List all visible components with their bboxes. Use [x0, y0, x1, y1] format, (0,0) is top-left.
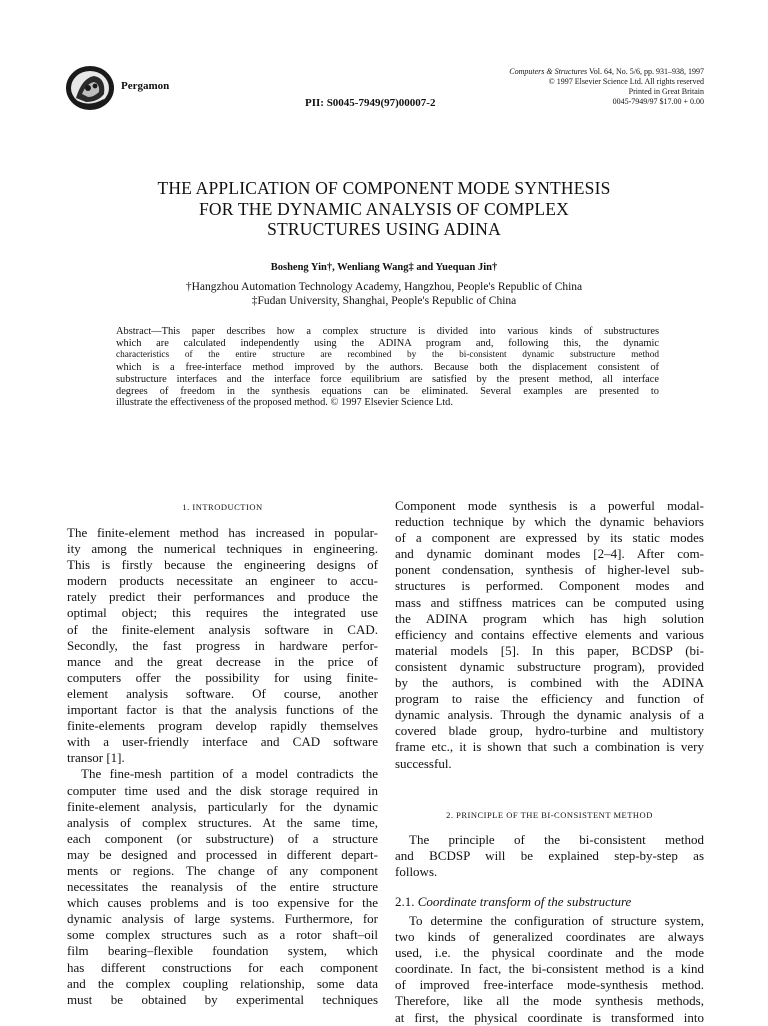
text-line: consistent dynamic substructure program), provided	[395, 658, 704, 674]
principle-text	[395, 832, 704, 880]
paper-title	[90, 178, 678, 240]
introduction-text	[67, 525, 378, 1008]
journal-title: Computers & Structures	[509, 67, 588, 76]
text-line: the ADINA program which has high solution	[395, 610, 704, 626]
text-line: mass and stiffness matrices can be computed using	[395, 594, 704, 610]
text-line: To determine the configuration of structure system,	[409, 913, 704, 928]
text-line: The principle of the bi-consistent method	[409, 832, 704, 847]
publisher-name: Pergamon	[121, 80, 170, 92]
pii-code: PII: S0045-7949(97)00007-2	[305, 97, 436, 109]
text-line: modern products necessitate an engineer to accu-	[67, 573, 378, 589]
text-line: computer time used and the disk storage required in	[67, 782, 378, 798]
text-line: of improved free-interface mode-synthesis method.	[395, 977, 704, 993]
text-line: The fine-mesh partition of a model contradicts the	[81, 766, 378, 782]
abstract-line: degrees of freedom in the synthesis equations can be eliminated. Several examples are presented to	[116, 385, 659, 397]
text-line: finite-element analysis, particularly for the dynamic	[67, 798, 378, 814]
abstract-line: illustrate the effectiveness of the proposed method. © 1997 Elsevier Science Ltd.	[116, 397, 453, 409]
abstract-line: which is a free-interface method improved by the authors. Because both the displacement consistent of	[116, 361, 659, 373]
journal-volume: Vol. 64, No. 5/6, pp. 931–938, 1997	[587, 67, 704, 76]
journal-reference	[404, 67, 704, 77]
elsevier-tree-logo-icon	[64, 64, 116, 112]
coordinate-transform-text	[395, 913, 704, 1026]
title-line: FOR THE DYNAMIC ANALYSIS OF COMPLEX	[198, 198, 570, 219]
affiliation: ‡Fudan University, Shanghai, People's Republic of China	[251, 295, 517, 307]
text-line: The finite-element method has increased in popular-	[67, 525, 378, 540]
text-line: of a component are expressed by its static modes	[395, 530, 704, 546]
text-line: used, i.e. the physical coordinate and the mode	[395, 945, 704, 961]
text-line: program to raise the efficiency and function of	[395, 691, 704, 707]
text-line: optimal object; this requires the integrated use	[67, 605, 378, 621]
text-line: reduction technique by which the dynamic behaviors	[395, 514, 704, 530]
text-line: has different constructions for each component	[67, 959, 378, 975]
text-line: which causes problems and is too expensive for the	[67, 895, 378, 911]
text-line: transor [1].	[67, 750, 125, 766]
abstract-line: which are calculated independently using the ADINA program and, following this, the dynamic	[116, 337, 659, 349]
affiliation: †Hangzhou Automation Technology Academy, Hangzhou, People's Republic of China	[185, 281, 583, 293]
text-line: structures is performed. Component modes and	[395, 578, 704, 594]
text-line: computers offer the possibility for using finite-	[67, 669, 378, 685]
text-line: by the authors, is combined with the ADINA	[395, 675, 704, 691]
price-line: 0045-7949/97 $17.00 + 0.00	[612, 97, 704, 106]
subsection-title: Coordinate transform of the substructure	[417, 894, 632, 909]
section-heading-introduction: 1. INTRODUCTION	[182, 502, 263, 512]
text-line: follows.	[395, 864, 438, 880]
text-line: coordinate. In fact, the bi-consistent method is a kind	[395, 961, 704, 977]
text-line: Component mode synthesis is a powerful modal-	[395, 498, 704, 513]
subsection-heading-coordinate-transform	[395, 894, 704, 910]
copyright-line: © 1997 Elsevier Science Ltd. All rights reserved	[548, 77, 704, 86]
text-line: dynamic analysis of large systems. Furthermore, for	[67, 911, 378, 927]
text-line: This is firstly because the engineering designs of	[67, 557, 378, 573]
journal-info	[404, 67, 704, 107]
printed-line: Printed in Great Britain	[628, 87, 704, 96]
text-line: Therefore, like all the mode synthesis methods,	[395, 993, 704, 1009]
text-line: each component (or substructure) of a structure	[67, 830, 378, 846]
text-line: important factor is that the analysis functions of the	[67, 702, 378, 718]
text-line: and dynamic dominant modes [2–4]. After com-	[395, 546, 704, 562]
text-line: mance and the great decrease in the price of	[67, 653, 378, 669]
title-line: THE APPLICATION OF COMPONENT MODE SYNTHESIS	[157, 178, 611, 198]
text-line: and BCDSP will be explained step-by-step as	[395, 848, 704, 864]
text-line: finite-elements program develop rapidly themselves	[67, 718, 378, 734]
text-line: material models [5]. In this paper, BCDSP (bi-	[395, 642, 704, 658]
text-line: with a user-friendly interface and CAD software	[67, 734, 378, 750]
text-line: may be designed and processed in different depart-	[67, 846, 378, 862]
text-line: ments or regions. The change of any component	[67, 862, 378, 878]
abstract-line: Abstract—This paper describes how a complex structure is divided into various kinds of substructures	[116, 326, 659, 337]
text-line: frame etc., it is shown that such a combination is very	[395, 739, 704, 755]
text-line: ity among the numerical techniques in engineering.	[67, 541, 378, 557]
abstract	[116, 326, 659, 409]
text-line: some complex structures such as a rotor shaft–oil	[67, 927, 378, 943]
publisher-logo	[64, 64, 116, 112]
text-line: at first, the physical coordinate is transformed into	[395, 1009, 704, 1025]
abstract-line: substructure interfaces and the interface force equilibrium are satisfied by the present method, all interface	[116, 373, 659, 385]
text-line: must be obtained by experimental techniques	[67, 991, 378, 1007]
text-line: covered blade group, hydro-turbine and multistory	[395, 723, 704, 739]
text-line: successful.	[395, 755, 452, 771]
title-line: STRUCTURES USING ADINA	[267, 219, 501, 239]
text-line: element analysis software. Of course, another	[67, 685, 378, 701]
text-line: film bearing–flexible foundation system, which	[67, 943, 378, 959]
abstract-line: characteristics of the entire structure are recombined by the bi-consistent dynamic substructure method	[116, 349, 659, 360]
component-mode-text	[395, 498, 704, 772]
affiliations	[90, 280, 678, 308]
text-line: dynamic analysis. Through the dynamic analysis of a	[395, 707, 704, 723]
text-line: efficiency and contains effective elements and various	[395, 626, 704, 642]
text-line: necessitates the reanalysis of the entire structure	[67, 879, 378, 895]
text-line: Secondly, the fast progress in hardware perfor-	[67, 637, 378, 653]
author-list: Bosheng Yin†, Wenliang Wang‡ and Yuequan Jin†	[270, 262, 498, 273]
text-line: ponent condensation, synthesis of higher-level sub-	[395, 562, 704, 578]
text-line: and the complex coupling relationship, some data	[67, 975, 378, 991]
section-heading-principle: 2. PRINCIPLE OF THE BI-CONSISTENT METHOD	[446, 810, 653, 820]
subsection-number: 2.1.	[395, 894, 415, 909]
text-line: rately predict their performances and produce the	[67, 589, 378, 605]
text-line: of the finite-element analysis software in CAD.	[67, 621, 378, 637]
text-line: analysis of complex structures. At the same time,	[67, 814, 378, 830]
text-line: two kinds of generalized coordinates are always	[395, 929, 704, 945]
